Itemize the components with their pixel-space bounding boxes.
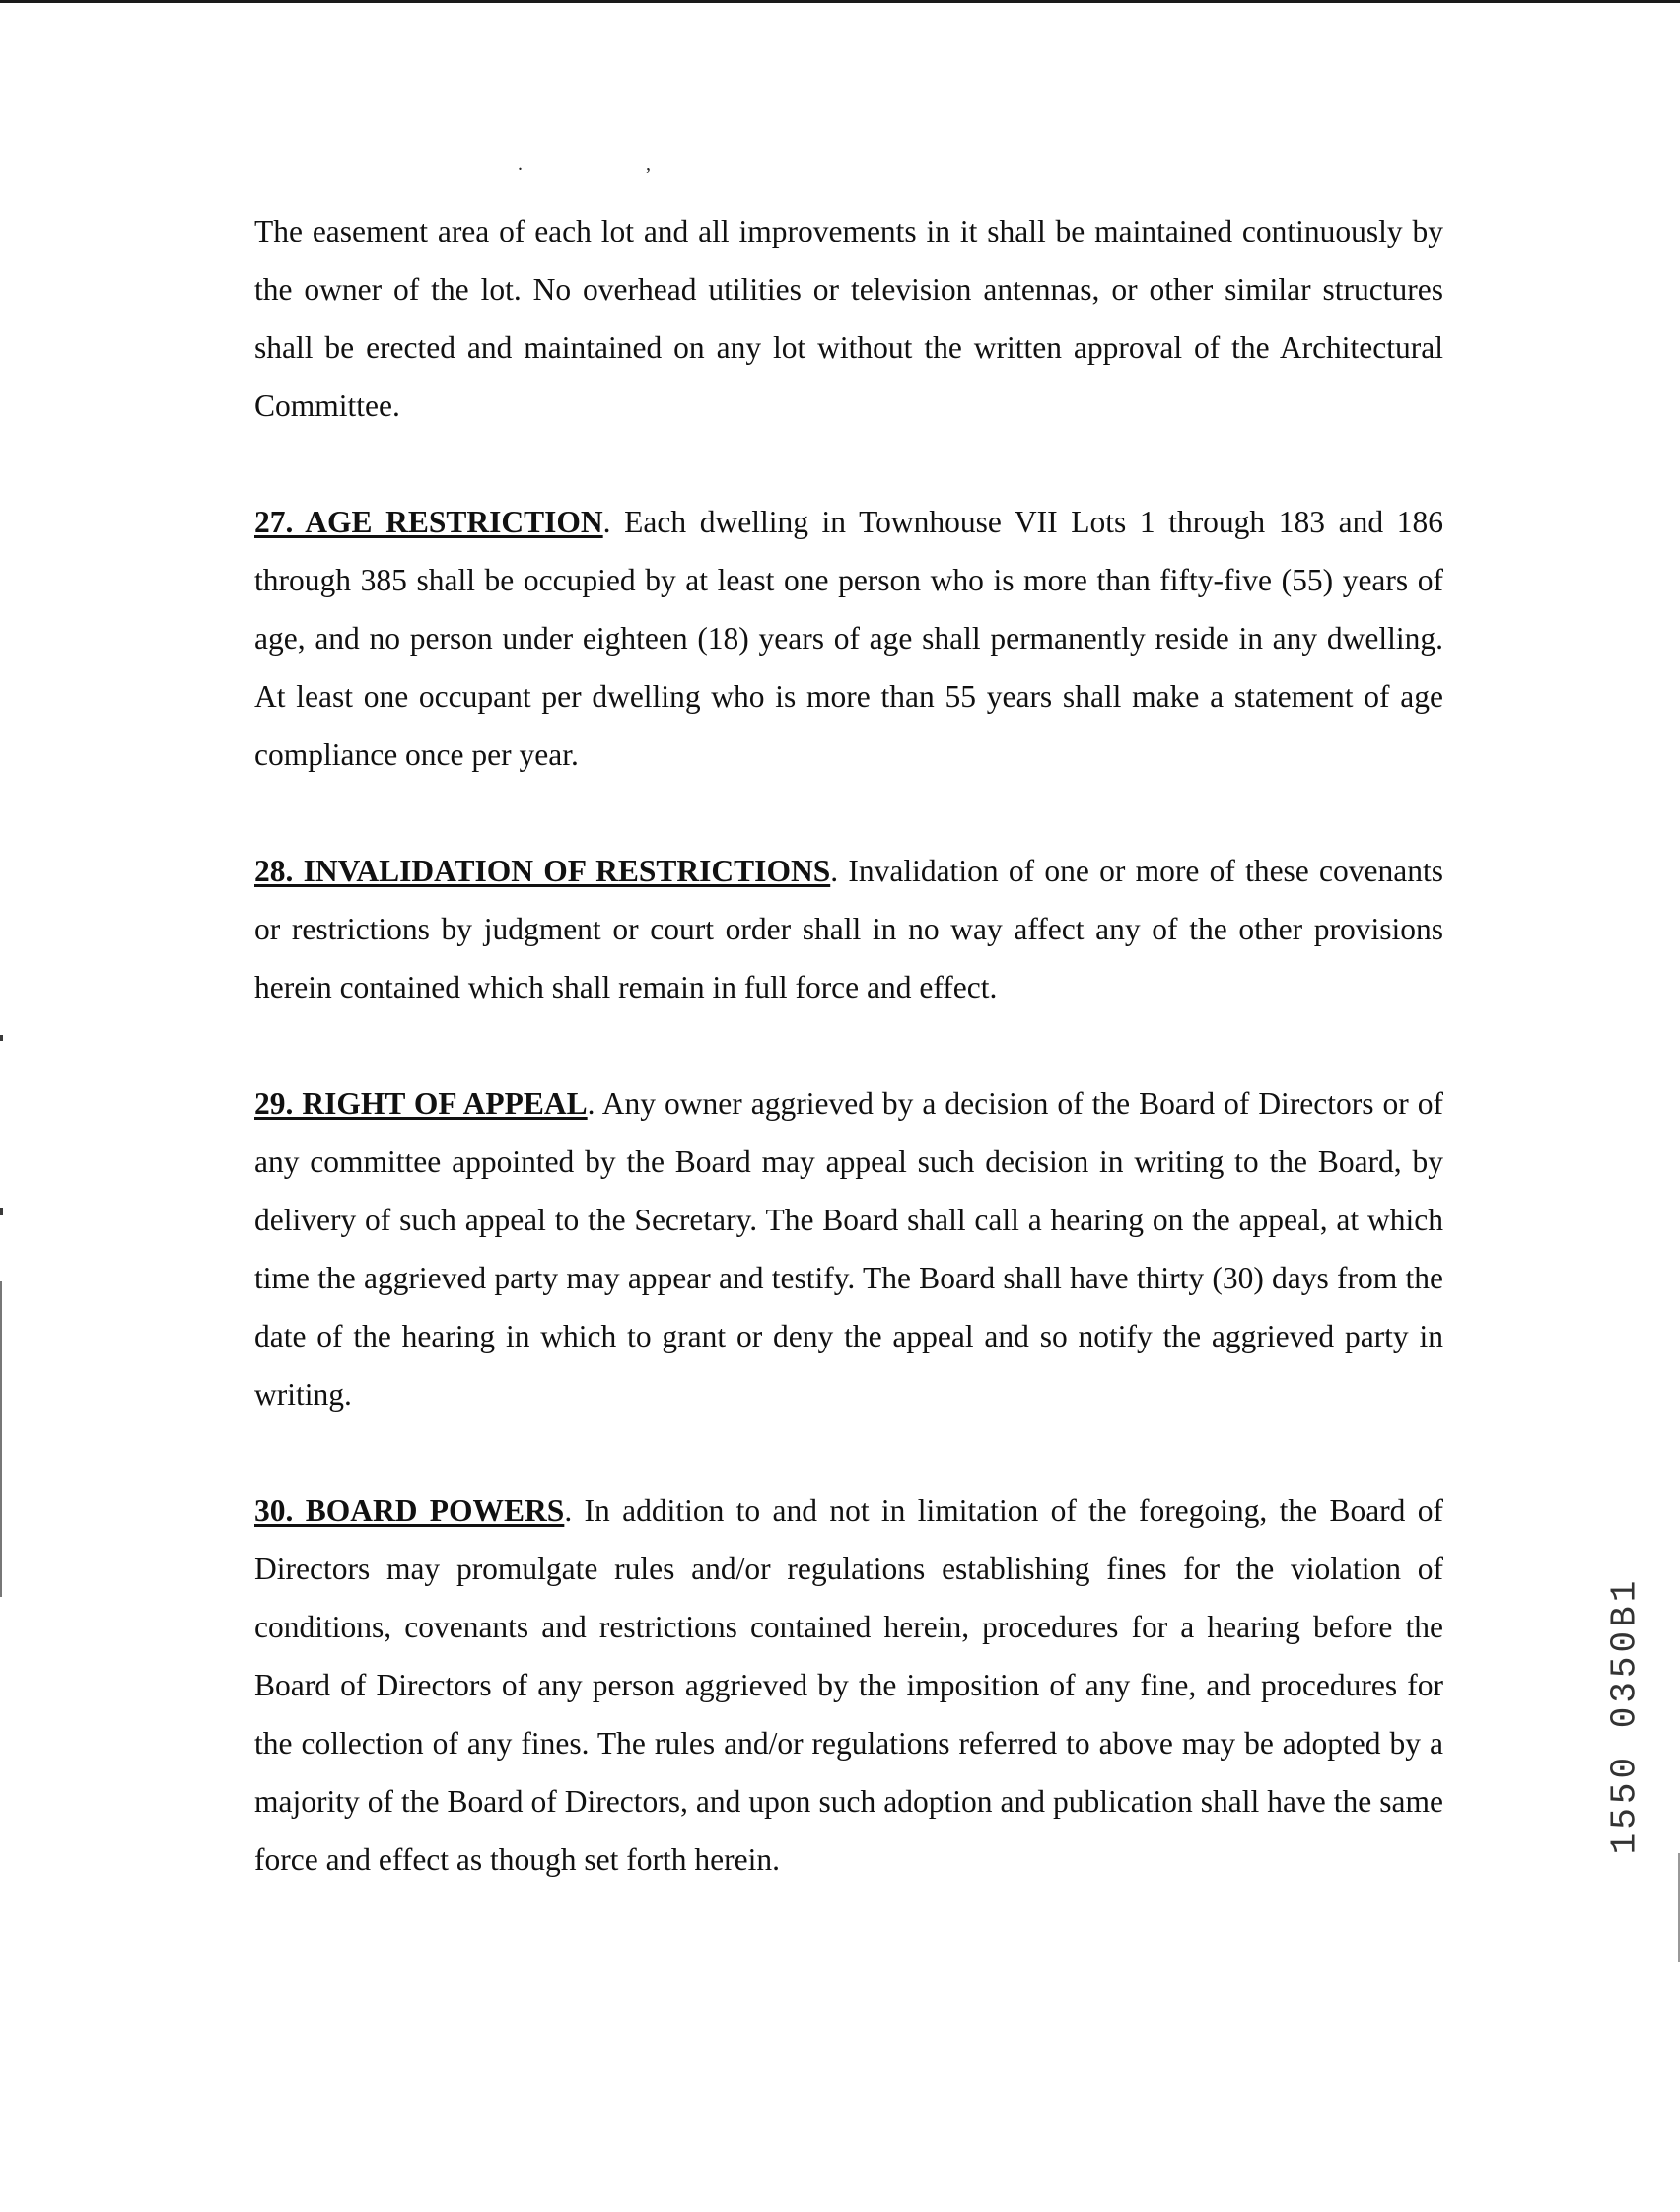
- section-text: . Any owner aggrieved by a decision of the Board of Directors or of any committee appointed by the Board may appeal such decision in writing to the Board, by delivery of such appeal to the Secretary. The Board shall call a hearing on the appeal, at which time the aggrieved party may appear and testify. The Board shall have thirty (30) days from the date of the hearing in which to grant or deny the appeal and so notify the aggrieved party in writing.: [254, 1086, 1443, 1412]
- section-heading: 30. BOARD POWERS: [254, 1493, 565, 1528]
- document-id-stamp: [1604, 1576, 1645, 1854]
- section-text: . In addition to and not in limitation of the foregoing, the Board of Directors may promulgate rules and/or regulations establishing fines for the violation of conditions, covenants and restrictions contained herein, procedures for a hearing before the Board of Directors of any person aggrieved by the imposition of any fine, and procedures for the collection of any fines. The rules and/or regulations referred to above may be adopted by a majority of the Board of Directors, and upon such adoption and publication shall have the same force and effect as though set forth herein.: [254, 1493, 1443, 1877]
- section-30-board-powers: [254, 1482, 1443, 1889]
- document-id-stamp-text: 1550 0350B1: [1604, 1576, 1645, 1854]
- scan-left-edge-mark: [0, 1208, 3, 1215]
- section-29-right-of-appeal: [254, 1074, 1443, 1423]
- section-text: . Each dwelling in Townhouse VII Lots 1 through 183 and 186 through 385 shall be occupied by at least one person who is more than fifty-five (55) years of age, and no person under eighteen (18) years of age shall permanently reside in any dwelling. At least one occupant per dwelling who is more than 55 years shall make a statement of age compliance once per year.: [254, 505, 1443, 772]
- easement-paragraph: The easement area of each lot and all improvements in it shall be maintained continuously by the owner of the lot. No overhead utilities or television antennas, or other similar structures shall be erected and maintained on any lot without the written approval of the Architectural Committee.: [254, 214, 1443, 423]
- section-heading: 29. RIGHT OF APPEAL: [254, 1086, 588, 1121]
- scan-specks: . ,: [518, 153, 710, 174]
- section-27-age-restriction: [254, 493, 1443, 784]
- section-heading: 27. AGE RESTRICTION: [254, 505, 603, 539]
- scan-left-edge-mark: [0, 1035, 3, 1041]
- document-body: [254, 202, 1443, 1947]
- section-28-invalidation-of-restrictions: [254, 842, 1443, 1016]
- scan-left-edge-mark: [0, 1281, 2, 1597]
- section-text: . Invalidation of one or more of these covenants or restrictions by judgment or court order shall in no way affect any of the other provisions herein contained which shall remain in full force and effect.: [254, 854, 1444, 1004]
- section-heading: 28. INVALIDATION OF RESTRICTIONS: [254, 854, 831, 888]
- scan-top-border: [0, 0, 1680, 3]
